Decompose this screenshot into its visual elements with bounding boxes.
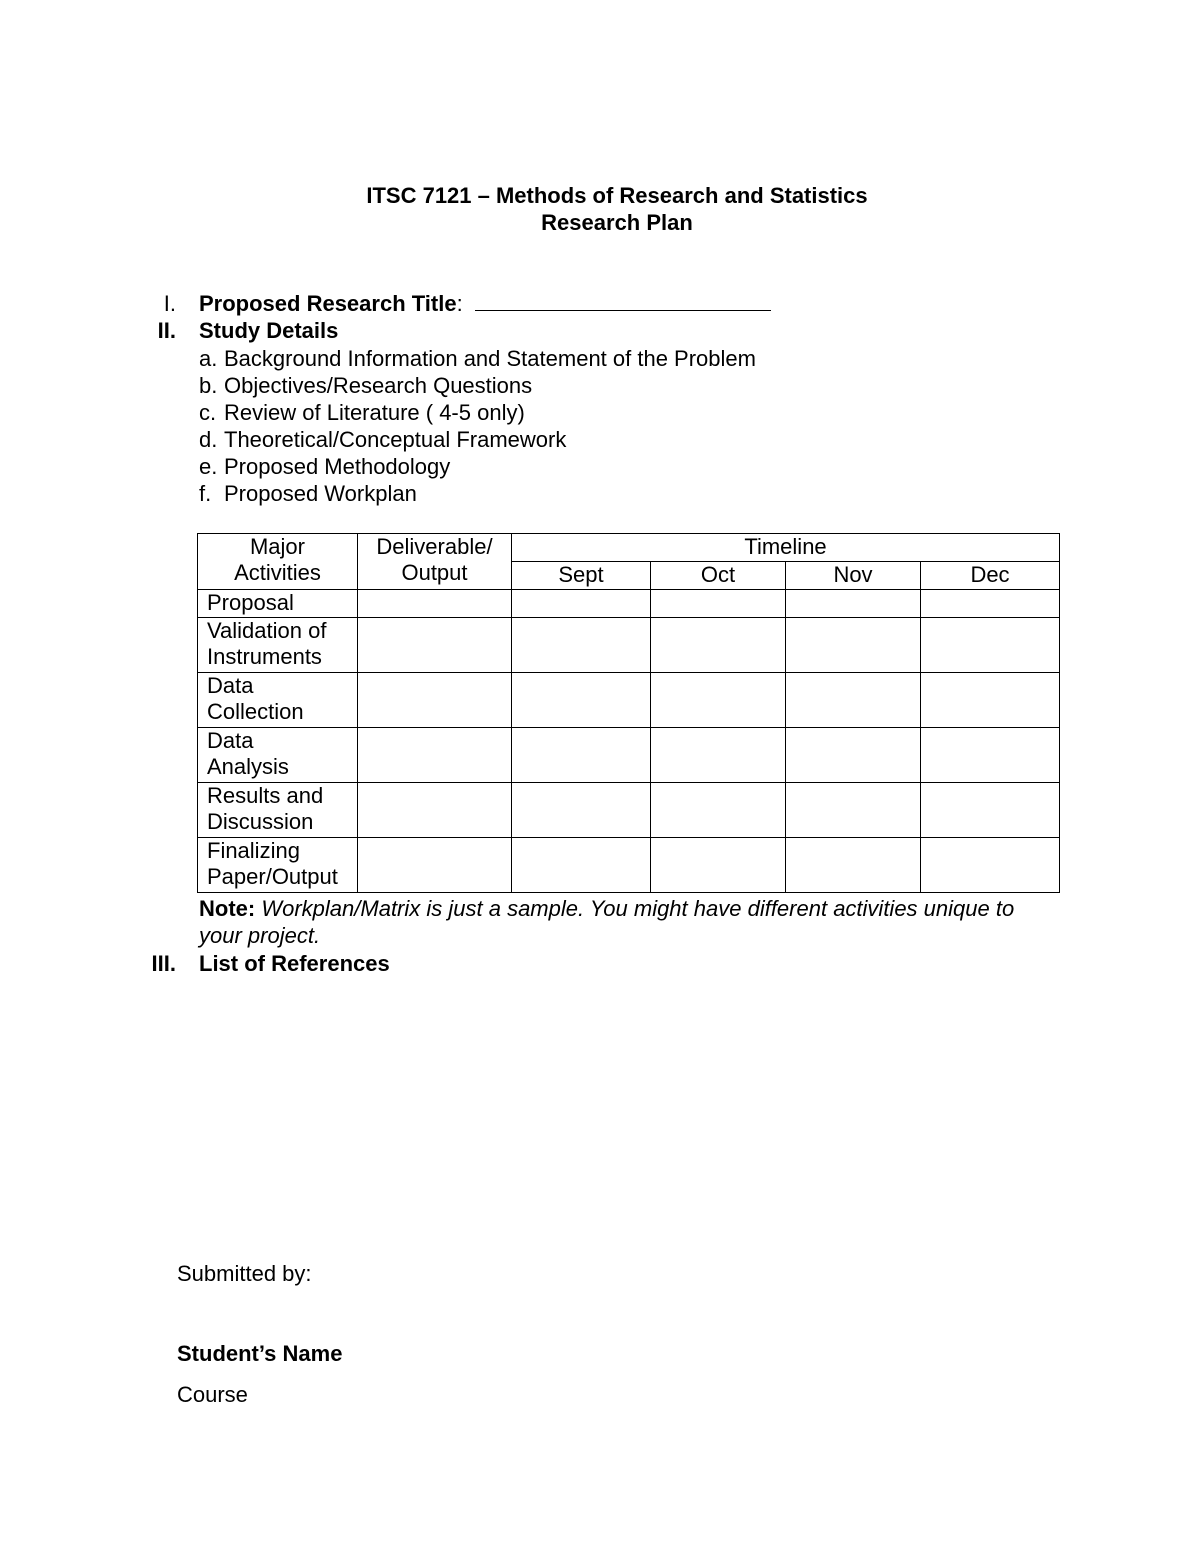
table-cell[interactable] (921, 590, 1060, 618)
table-cell[interactable] (921, 728, 1060, 783)
activity-cell (198, 783, 358, 838)
activity-text: Results and (207, 783, 324, 808)
table-cell[interactable] (786, 783, 921, 838)
table-cell[interactable] (358, 838, 512, 893)
item-letter: a. (199, 346, 218, 371)
study-detail-item (199, 480, 417, 507)
table-cell[interactable] (358, 590, 512, 618)
table-cell[interactable] (921, 618, 1060, 673)
study-details-heading: Study Details (199, 318, 339, 343)
table-cell[interactable] (786, 618, 921, 673)
table-cell[interactable] (512, 728, 651, 783)
header-month: Dec (921, 562, 1060, 590)
table-cell[interactable] (786, 838, 921, 893)
course-label: Course (177, 1382, 248, 1407)
table-cell[interactable] (512, 783, 651, 838)
item-text: Review of Literature ( 4-5 only) (224, 400, 525, 425)
item-letter: f. (199, 481, 212, 506)
document-title: Research Plan (541, 210, 693, 235)
table-row (198, 618, 1060, 673)
table-row (198, 728, 1060, 783)
activity-text: Validation of (207, 618, 327, 643)
section-one-numeral: I. (163, 291, 176, 316)
activity-text: Collection (207, 699, 304, 724)
activity-text: Discussion (207, 809, 314, 834)
header-month: Oct (651, 562, 786, 590)
table-cell[interactable] (651, 838, 786, 893)
table-cell[interactable] (651, 673, 786, 728)
header-major-activities (198, 534, 358, 590)
table-header-row (198, 534, 1060, 562)
study-detail-item (199, 399, 525, 426)
section-three-numeral: III. (151, 951, 176, 976)
table-cell[interactable] (512, 673, 651, 728)
activity-text: Data (207, 673, 254, 698)
section-two-numeral: II. (157, 318, 176, 343)
activity-text: Finalizing (207, 838, 300, 863)
activity-cell: Proposal (198, 590, 358, 618)
table-cell[interactable] (786, 673, 921, 728)
table-cell[interactable] (651, 783, 786, 838)
table-cell[interactable] (512, 838, 651, 893)
activity-cell (198, 838, 358, 893)
table-cell[interactable] (358, 783, 512, 838)
table-row (198, 590, 1060, 618)
table-cell[interactable] (651, 728, 786, 783)
item-letter: d. (199, 427, 218, 452)
table-cell[interactable] (358, 728, 512, 783)
header-deliverable (358, 534, 512, 590)
table-cell[interactable] (358, 673, 512, 728)
research-title-blank[interactable] (475, 290, 771, 311)
study-detail-item (199, 372, 532, 399)
table-cell[interactable] (651, 618, 786, 673)
section-one (199, 290, 771, 317)
item-text: Theoretical/Conceptual Framework (224, 427, 567, 452)
references-heading: List of References (199, 951, 390, 976)
research-title-colon: : (456, 291, 463, 316)
research-title-label: Proposed Research Title (199, 291, 457, 316)
table-cell[interactable] (921, 673, 1060, 728)
table-cell[interactable] (512, 590, 651, 618)
header-text: Deliverable/ (376, 534, 493, 559)
study-detail-item (199, 345, 756, 372)
header-text: Output (401, 560, 468, 585)
study-detail-item (199, 426, 566, 453)
activity-cell (198, 673, 358, 728)
table-cell[interactable] (358, 618, 512, 673)
activity-text: Instruments (207, 644, 322, 669)
activity-cell (198, 618, 358, 673)
study-detail-item (199, 453, 450, 480)
header-text: Major (249, 534, 305, 559)
activity-cell (198, 728, 358, 783)
note-text: Workplan/Matrix is just a sample. You might have different activities unique to your project. (199, 896, 1015, 948)
item-text: Proposed Workplan (224, 481, 417, 506)
header-text: Activities (234, 560, 321, 585)
header-month: Nov (786, 562, 921, 590)
item-letter: c. (199, 400, 217, 425)
table-row (198, 783, 1060, 838)
student-name-label: Student’s Name (177, 1341, 343, 1366)
table-cell[interactable] (651, 590, 786, 618)
item-letter: e. (199, 454, 218, 479)
table-cell[interactable] (786, 590, 921, 618)
table-cell[interactable] (921, 783, 1060, 838)
table-cell[interactable] (786, 728, 921, 783)
activity-text: Data (207, 728, 254, 753)
activity-text: Analysis (207, 754, 289, 779)
header-month: Sept (512, 562, 651, 590)
activity-text: Paper/Output (207, 864, 338, 889)
item-letter: b. (199, 373, 218, 398)
workplan-table (197, 533, 1060, 893)
header-timeline: Timeline (512, 534, 1060, 562)
table-cell[interactable] (921, 838, 1060, 893)
note-label: Note: (199, 896, 256, 921)
item-text: Proposed Methodology (224, 454, 451, 479)
table-row (198, 673, 1060, 728)
item-text: Background Information and Statement of the Problem (224, 346, 756, 371)
submitted-by-label: Submitted by: (177, 1261, 312, 1286)
table-row (198, 838, 1060, 893)
table-cell[interactable] (512, 618, 651, 673)
workplan-note (199, 895, 1059, 949)
item-text: Objectives/Research Questions (224, 373, 533, 398)
course-title: ITSC 7121 – Methods of Research and Statistics (366, 183, 868, 208)
